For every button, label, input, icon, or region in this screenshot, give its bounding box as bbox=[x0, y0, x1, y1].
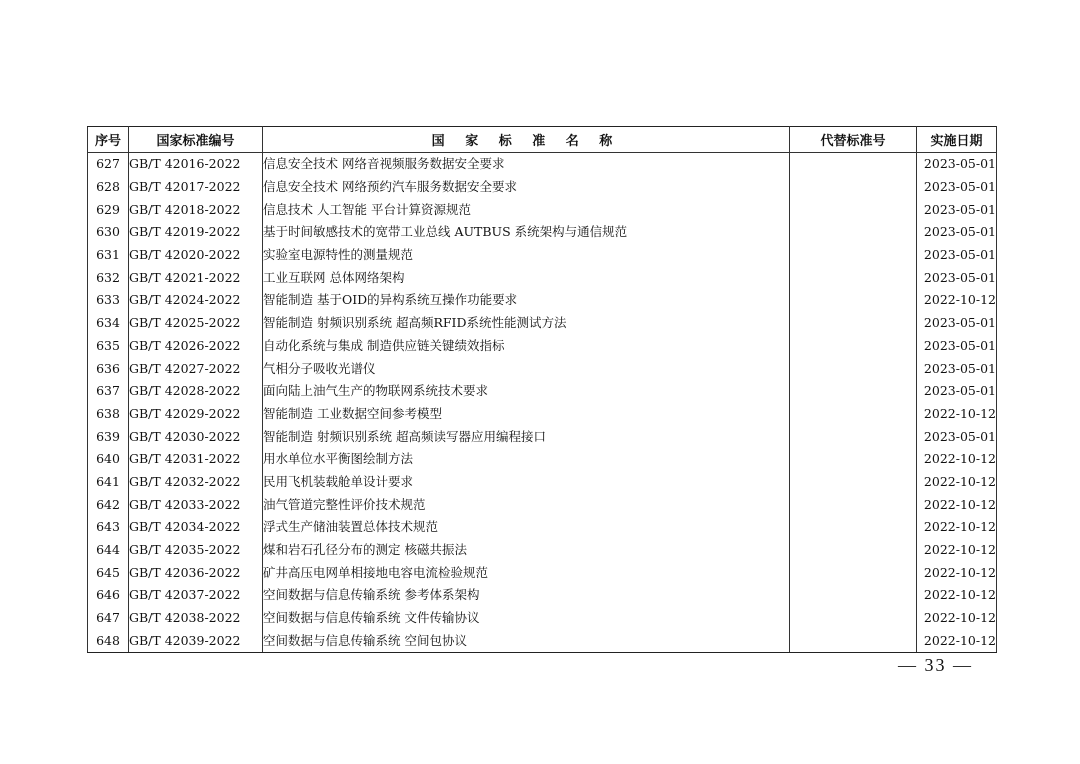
cell-effective-date: 2022-10-12 bbox=[917, 607, 997, 630]
table-row bbox=[88, 448, 997, 471]
cell-standard-name: 气相分子吸收光谱仪 bbox=[263, 357, 790, 380]
cell-effective-date: 2023-05-01 bbox=[917, 380, 997, 403]
cell-replaced-standard bbox=[790, 561, 917, 584]
cell-standard-code: GB/T 42024-2022 bbox=[129, 289, 263, 312]
cell-seq: 633 bbox=[88, 289, 129, 312]
cell-standard-code: GB/T 42038-2022 bbox=[129, 607, 263, 630]
cell-effective-date: 2023-05-01 bbox=[917, 357, 997, 380]
table-row bbox=[88, 176, 997, 199]
cell-replaced-standard bbox=[790, 516, 917, 539]
cell-standard-code: GB/T 42033-2022 bbox=[129, 493, 263, 516]
cell-seq: 640 bbox=[88, 448, 129, 471]
cell-standard-name: 智能制造 基于OID的异构系统互操作功能要求 bbox=[263, 289, 790, 312]
cell-replaced-standard bbox=[790, 244, 917, 267]
cell-effective-date: 2022-10-12 bbox=[917, 448, 997, 471]
cell-standard-code: GB/T 42020-2022 bbox=[129, 244, 263, 267]
cell-standard-code: GB/T 42025-2022 bbox=[129, 312, 263, 335]
header-row bbox=[88, 127, 997, 153]
table-row bbox=[88, 516, 997, 539]
cell-effective-date: 2022-10-12 bbox=[917, 403, 997, 426]
cell-seq: 643 bbox=[88, 516, 129, 539]
table-row bbox=[88, 607, 997, 630]
cell-replaced-standard bbox=[790, 607, 917, 630]
cell-seq: 637 bbox=[88, 380, 129, 403]
cell-effective-date: 2023-05-01 bbox=[917, 312, 997, 335]
cell-seq: 635 bbox=[88, 335, 129, 358]
table-row bbox=[88, 380, 997, 403]
cell-seq: 628 bbox=[88, 176, 129, 199]
cell-seq: 639 bbox=[88, 425, 129, 448]
table-row bbox=[88, 561, 997, 584]
cell-effective-date: 2022-10-12 bbox=[917, 539, 997, 562]
cell-seq: 629 bbox=[88, 198, 129, 221]
cell-replaced-standard bbox=[790, 221, 917, 244]
cell-standard-code: GB/T 42039-2022 bbox=[129, 629, 263, 652]
cell-effective-date: 2022-10-12 bbox=[917, 471, 997, 494]
cell-standard-name: 自动化系统与集成 制造供应链关键绩效指标 bbox=[263, 335, 790, 358]
table-body bbox=[88, 153, 997, 653]
cell-effective-date: 2023-05-01 bbox=[917, 425, 997, 448]
header-code: 国家标准编号 bbox=[129, 127, 263, 153]
cell-standard-code: GB/T 42031-2022 bbox=[129, 448, 263, 471]
cell-standard-name: 油气管道完整性评价技术规范 bbox=[263, 493, 790, 516]
cell-standard-name: 矿井高压电网单相接地电容电流检验规范 bbox=[263, 561, 790, 584]
cell-standard-code: GB/T 42016-2022 bbox=[129, 153, 263, 176]
table-row bbox=[88, 289, 997, 312]
table-row bbox=[88, 493, 997, 516]
cell-standard-name: 空间数据与信息传输系统 文件传输协议 bbox=[263, 607, 790, 630]
cell-standard-code: GB/T 42028-2022 bbox=[129, 380, 263, 403]
cell-standard-code: GB/T 42034-2022 bbox=[129, 516, 263, 539]
cell-effective-date: 2023-05-01 bbox=[917, 266, 997, 289]
cell-replaced-standard bbox=[790, 357, 917, 380]
cell-standard-name: 空间数据与信息传输系统 参考体系架构 bbox=[263, 584, 790, 607]
cell-standard-name: 基于时间敏感技术的宽带工业总线 AUTBUS 系统架构与通信规范 bbox=[263, 221, 790, 244]
cell-standard-name: 民用飞机装载舱单设计要求 bbox=[263, 471, 790, 494]
table-header bbox=[88, 127, 997, 153]
table-row bbox=[88, 266, 997, 289]
cell-replaced-standard bbox=[790, 425, 917, 448]
cell-standard-name: 信息技术 人工智能 平台计算资源规范 bbox=[263, 198, 790, 221]
header-date: 实施日期 bbox=[917, 127, 997, 153]
cell-standard-code: GB/T 42036-2022 bbox=[129, 561, 263, 584]
table-row bbox=[88, 357, 997, 380]
cell-standard-name: 用水单位水平衡图绘制方法 bbox=[263, 448, 790, 471]
table-row bbox=[88, 153, 997, 176]
cell-seq: 641 bbox=[88, 471, 129, 494]
cell-replaced-standard bbox=[790, 584, 917, 607]
cell-standard-code: GB/T 42032-2022 bbox=[129, 471, 263, 494]
cell-standard-code: GB/T 42018-2022 bbox=[129, 198, 263, 221]
cell-standard-name: 智能制造 射频识别系统 超高频RFID系统性能测试方法 bbox=[263, 312, 790, 335]
cell-standard-name: 煤和岩石孔径分布的测定 核磁共振法 bbox=[263, 539, 790, 562]
table-row bbox=[88, 312, 997, 335]
cell-effective-date: 2022-10-12 bbox=[917, 561, 997, 584]
cell-seq: 630 bbox=[88, 221, 129, 244]
cell-seq: 638 bbox=[88, 403, 129, 426]
cell-replaced-standard bbox=[790, 380, 917, 403]
cell-standard-code: GB/T 42035-2022 bbox=[129, 539, 263, 562]
cell-effective-date: 2022-10-12 bbox=[917, 584, 997, 607]
cell-replaced-standard bbox=[790, 289, 917, 312]
table-row bbox=[88, 471, 997, 494]
cell-seq: 644 bbox=[88, 539, 129, 562]
cell-seq: 647 bbox=[88, 607, 129, 630]
cell-standard-code: GB/T 42027-2022 bbox=[129, 357, 263, 380]
cell-replaced-standard bbox=[790, 335, 917, 358]
cell-replaced-standard bbox=[790, 539, 917, 562]
cell-seq: 632 bbox=[88, 266, 129, 289]
cell-replaced-standard bbox=[790, 153, 917, 176]
cell-replaced-standard bbox=[790, 403, 917, 426]
header-replaced: 代替标准号 bbox=[790, 127, 917, 153]
cell-effective-date: 2023-05-01 bbox=[917, 153, 997, 176]
table-row bbox=[88, 425, 997, 448]
cell-seq: 636 bbox=[88, 357, 129, 380]
table-row bbox=[88, 539, 997, 562]
cell-standard-name: 浮式生产储油装置总体技术规范 bbox=[263, 516, 790, 539]
cell-standard-code: GB/T 42026-2022 bbox=[129, 335, 263, 358]
cell-effective-date: 2022-10-12 bbox=[917, 516, 997, 539]
table-row bbox=[88, 335, 997, 358]
cell-replaced-standard bbox=[790, 176, 917, 199]
cell-effective-date: 2022-10-12 bbox=[917, 629, 997, 652]
header-name: 国 家 标 准 名 称 bbox=[263, 127, 790, 153]
cell-standard-name: 信息安全技术 网络音视频服务数据安全要求 bbox=[263, 153, 790, 176]
page-number: — 33 — bbox=[898, 655, 973, 675]
cell-standard-name: 实验室电源特性的测量规范 bbox=[263, 244, 790, 267]
cell-standard-name: 智能制造 工业数据空间参考模型 bbox=[263, 403, 790, 426]
header-seq: 序号 bbox=[88, 127, 129, 153]
cell-standard-name: 面向陆上油气生产的物联网系统技术要求 bbox=[263, 380, 790, 403]
cell-effective-date: 2023-05-01 bbox=[917, 198, 997, 221]
cell-effective-date: 2022-10-12 bbox=[917, 289, 997, 312]
cell-standard-code: GB/T 42021-2022 bbox=[129, 266, 263, 289]
cell-seq: 627 bbox=[88, 153, 129, 176]
cell-standard-code: GB/T 42029-2022 bbox=[129, 403, 263, 426]
cell-standard-name: 智能制造 射频识别系统 超高频读写器应用编程接口 bbox=[263, 425, 790, 448]
cell-effective-date: 2023-05-01 bbox=[917, 335, 997, 358]
table-row bbox=[88, 221, 997, 244]
table-row bbox=[88, 198, 997, 221]
table-row bbox=[88, 629, 997, 652]
cell-seq: 631 bbox=[88, 244, 129, 267]
cell-standard-code: GB/T 42017-2022 bbox=[129, 176, 263, 199]
cell-effective-date: 2023-05-01 bbox=[917, 221, 997, 244]
cell-replaced-standard bbox=[790, 312, 917, 335]
cell-replaced-standard bbox=[790, 629, 917, 652]
cell-seq: 645 bbox=[88, 561, 129, 584]
cell-standard-name: 空间数据与信息传输系统 空间包协议 bbox=[263, 629, 790, 652]
table-row bbox=[88, 584, 997, 607]
standards-table bbox=[87, 126, 997, 653]
cell-effective-date: 2022-10-12 bbox=[917, 493, 997, 516]
cell-standard-code: GB/T 42037-2022 bbox=[129, 584, 263, 607]
cell-seq: 648 bbox=[88, 629, 129, 652]
cell-replaced-standard bbox=[790, 266, 917, 289]
table-row bbox=[88, 244, 997, 267]
cell-seq: 642 bbox=[88, 493, 129, 516]
table-row bbox=[88, 403, 997, 426]
cell-replaced-standard bbox=[790, 448, 917, 471]
cell-replaced-standard bbox=[790, 493, 917, 516]
cell-seq: 634 bbox=[88, 312, 129, 335]
cell-effective-date: 2023-05-01 bbox=[917, 176, 997, 199]
cell-standard-code: GB/T 42019-2022 bbox=[129, 221, 263, 244]
cell-seq: 646 bbox=[88, 584, 129, 607]
cell-standard-code: GB/T 42030-2022 bbox=[129, 425, 263, 448]
cell-replaced-standard bbox=[790, 198, 917, 221]
cell-effective-date: 2023-05-01 bbox=[917, 244, 997, 267]
cell-standard-name: 工业互联网 总体网络架构 bbox=[263, 266, 790, 289]
cell-standard-name: 信息安全技术 网络预约汽车服务数据安全要求 bbox=[263, 176, 790, 199]
cell-replaced-standard bbox=[790, 471, 917, 494]
